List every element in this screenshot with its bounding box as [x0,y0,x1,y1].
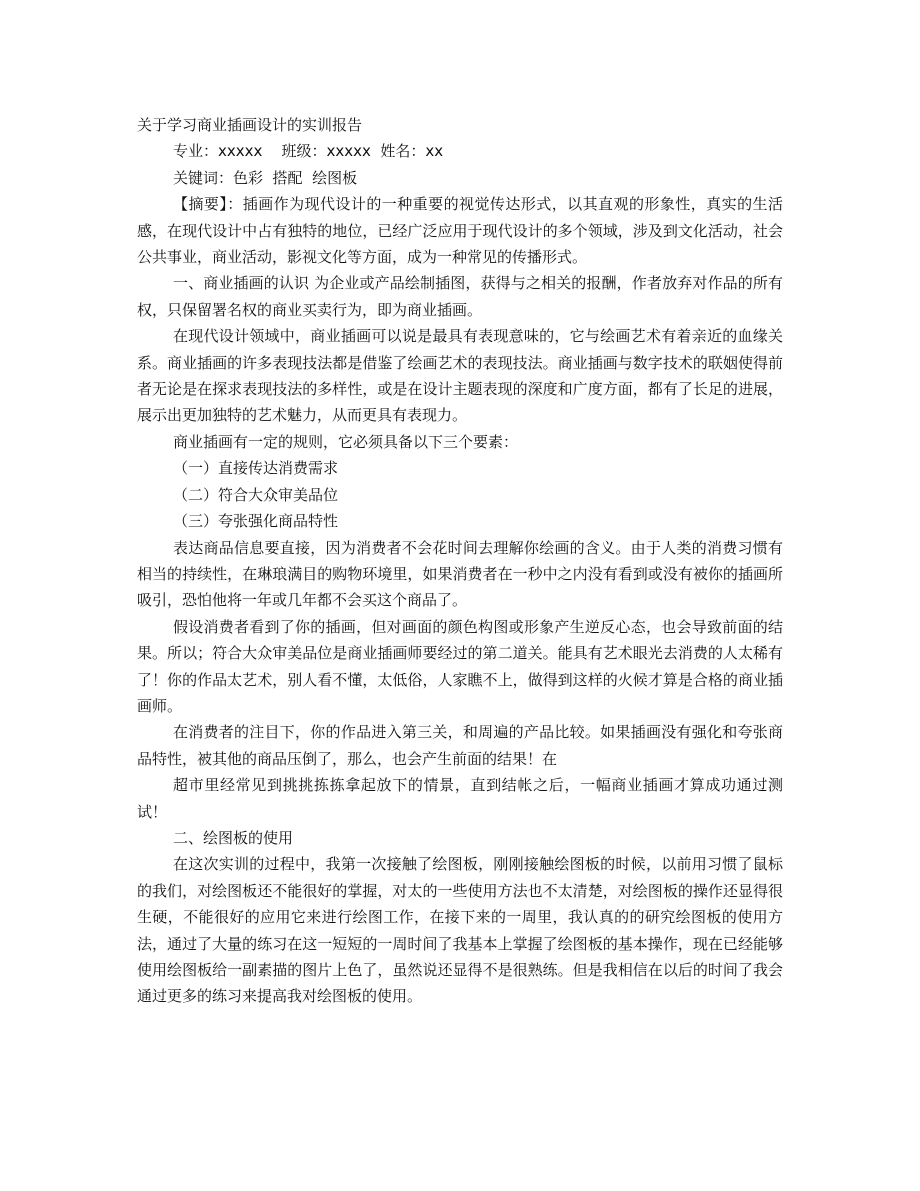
section-one-intro-paragraph: 一、商业插画的认识 为企业或产品绘制插图，获得与之相关的报酬，作者放弃对作品的所有权，只保留署名权的商业买卖行为，即为商业插画。 [137,274,783,319]
list-item: （二）符合大众审美品位 [173,485,339,504]
rules-intro-paragraph: 商业插画有一定的规则，它必须具备以下三个要素： [173,432,519,451]
modern-design-paragraph: 在现代设计领域中，商业插画可以说是最具有表现意味的，它与绘画艺术有着亲近的血缘关系。商业插画的许多表现技法都是借鉴了绘画艺术的表现技法。商业插画与数字技术的联姻使得前者无论是在探求表现技法的多样性，或是在设计主题表现的深度和广度方面，都有了长足的进展，展示出更加独特的艺术魅力，从而更具有表现力。 [137,327,783,425]
abstract-paragraph: 【摘要】：插画作为现代设计的一种重要的视觉传达形式，以其直观的形象性，真实的生活感，在现代设计中占有独特的地位，已经广泛应用于现代设计的多个领域，涉及到文化活动，社会公共事业，商业活动，影视文化等方面，成为一种常见的传播形式。 [137,195,783,267]
direct-message-paragraph: 表达商品信息要直接，因为消费者不会花时间去理解你绘画的含义。由于人类的消费习惯有相当的持续性，在琳琅满目的购物环境里，如果消费者在一秒中之内没有看到或没有被你的插画所吸引，恐怕他将一年或几年都不会买这个商品了。 [137,538,783,610]
drawing-tablet-paragraph: 在这次实训的过程中，我第一次接触了绘图板，刚刚接触绘图板的时候，以前用习惯了鼠标的我们，对绘图板还不能很好的掌握，对太的一些使用方法也不太清楚，对绘图板的操作还显得很生硬，不能很好的应用它来进行绘图工作，在接下来的一周里，我认真的的研究绘图板的使用方法，通过了大量的练习在这一短短的一周时间了我基本上掌握了绘图板的基本操作，现在已经能够使用绘图板给一副素描的图片上色了，虽然说还显得不是很熟练。但是我相信在以后的时间了我会通过更多的练习来提高我对绘图板的使用。 [137,855,783,1006]
section-two-heading: 二、绘图板的使用 [173,828,294,847]
keywords-line: 关键词：色彩 搭配 绘图板 [173,168,358,187]
supermarket-paragraph: 超市里经常见到挑挑拣拣拿起放下的情景，直到结帐之后，一幅商业插画才算成功通过测试！ [137,776,783,821]
student-info-line: 专业：xxxxx 班级：xxxxx 姓名：xx [173,142,444,161]
report-page [137,112,783,1010]
list-item: （一）直接传达消费需求 [173,459,339,478]
list-item: （三）夸张强化商品特性 [173,512,339,531]
report-title: 关于学习商业插画设计的实训报告 [137,116,363,134]
third-stage-paragraph: 在消费者的注目下，你的作品进入第三关，和周遍的产品比较。如果插画没有强化和夸张商品特性，被其他的商品压倒了，那么，也会产生前面的结果！在 [137,723,783,768]
aesthetic-paragraph: 假设消费者看到了你的插画，但对画面的颜色构图或形象产生逆反心态，也会导致前面的结果。所以；符合大众审美品位是商业插画师要经过的第二道关。能具有艺术眼光去消费的人太稀有了！你的作品太艺术，别人看不懂，太低俗，人家瞧不上，做得到这样的火候才算是合格的商业插画师。 [137,617,783,715]
